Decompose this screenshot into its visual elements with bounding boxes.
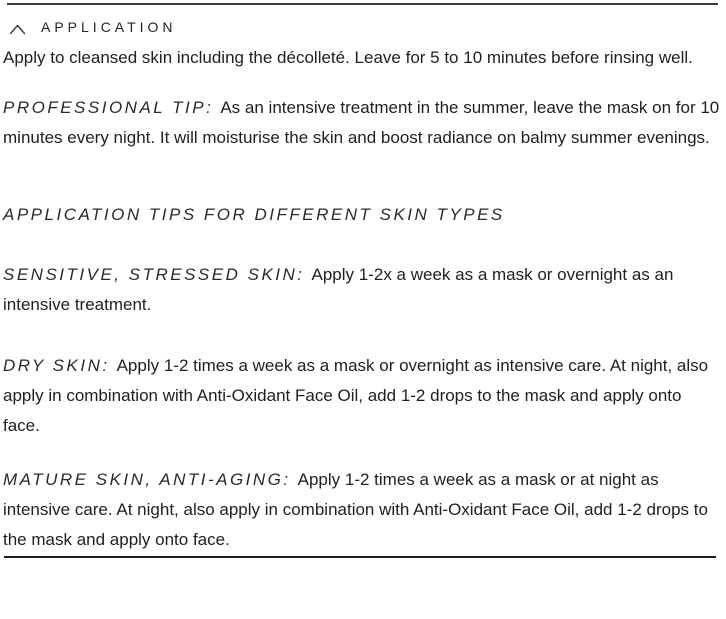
skin-type-paragraph-mature (3, 465, 722, 555)
intro-paragraph: Apply to cleansed skin including the décolleté. Leave for 5 to 10 minutes before rinsing well. (3, 48, 693, 67)
accordion-header-application[interactable] (3, 16, 722, 38)
accordion-title: APPLICATION (41, 19, 177, 35)
mature-skin-label: MATURE SKIN, ANTI-AGING: (3, 470, 291, 489)
skin-type-paragraph-dry (3, 351, 722, 441)
sensitive-skin-label: SENSITIVE, STRESSED SKIN: (3, 265, 305, 284)
professional-tip-label: PROFESSIONAL TIP: (3, 98, 214, 117)
application-accordion-section (0, 3, 726, 619)
skin-type-paragraph-sensitive (3, 260, 722, 320)
sensitive-skin-text: Apply 1-2x a week as a mask or overnight as an intensive treatment. (3, 265, 674, 314)
top-divider (7, 3, 718, 5)
chevron-up-icon[interactable] (9, 22, 26, 33)
dry-skin-text: Apply 1-2 times a week as a mask or overnight as intensive care. At night, also apply in combination with Anti-Oxidant Face Oil, add 1-2 drops to the mask and apply onto face. (3, 356, 709, 435)
professional-tip-text: As an intensive treatment in the summer, leave the mask on for 10 minutes every night. It will moisturise the skin and boost radiance on balmy summer evenings. (3, 98, 720, 147)
professional-tip-paragraph (3, 93, 722, 153)
dry-skin-label: DRY SKIN: (3, 356, 110, 375)
skin-types-heading: APPLICATION TIPS FOR DIFFERENT SKIN TYPES (3, 205, 505, 224)
bottom-divider (4, 556, 716, 558)
accordion-content (3, 43, 722, 555)
mature-skin-text: Apply 1-2 times a week as a mask or at night as intensive care. At night, also apply in combination with Anti-Oxidant Face Oil, add 1-2 drops to the mask and apply onto face. (3, 470, 708, 549)
